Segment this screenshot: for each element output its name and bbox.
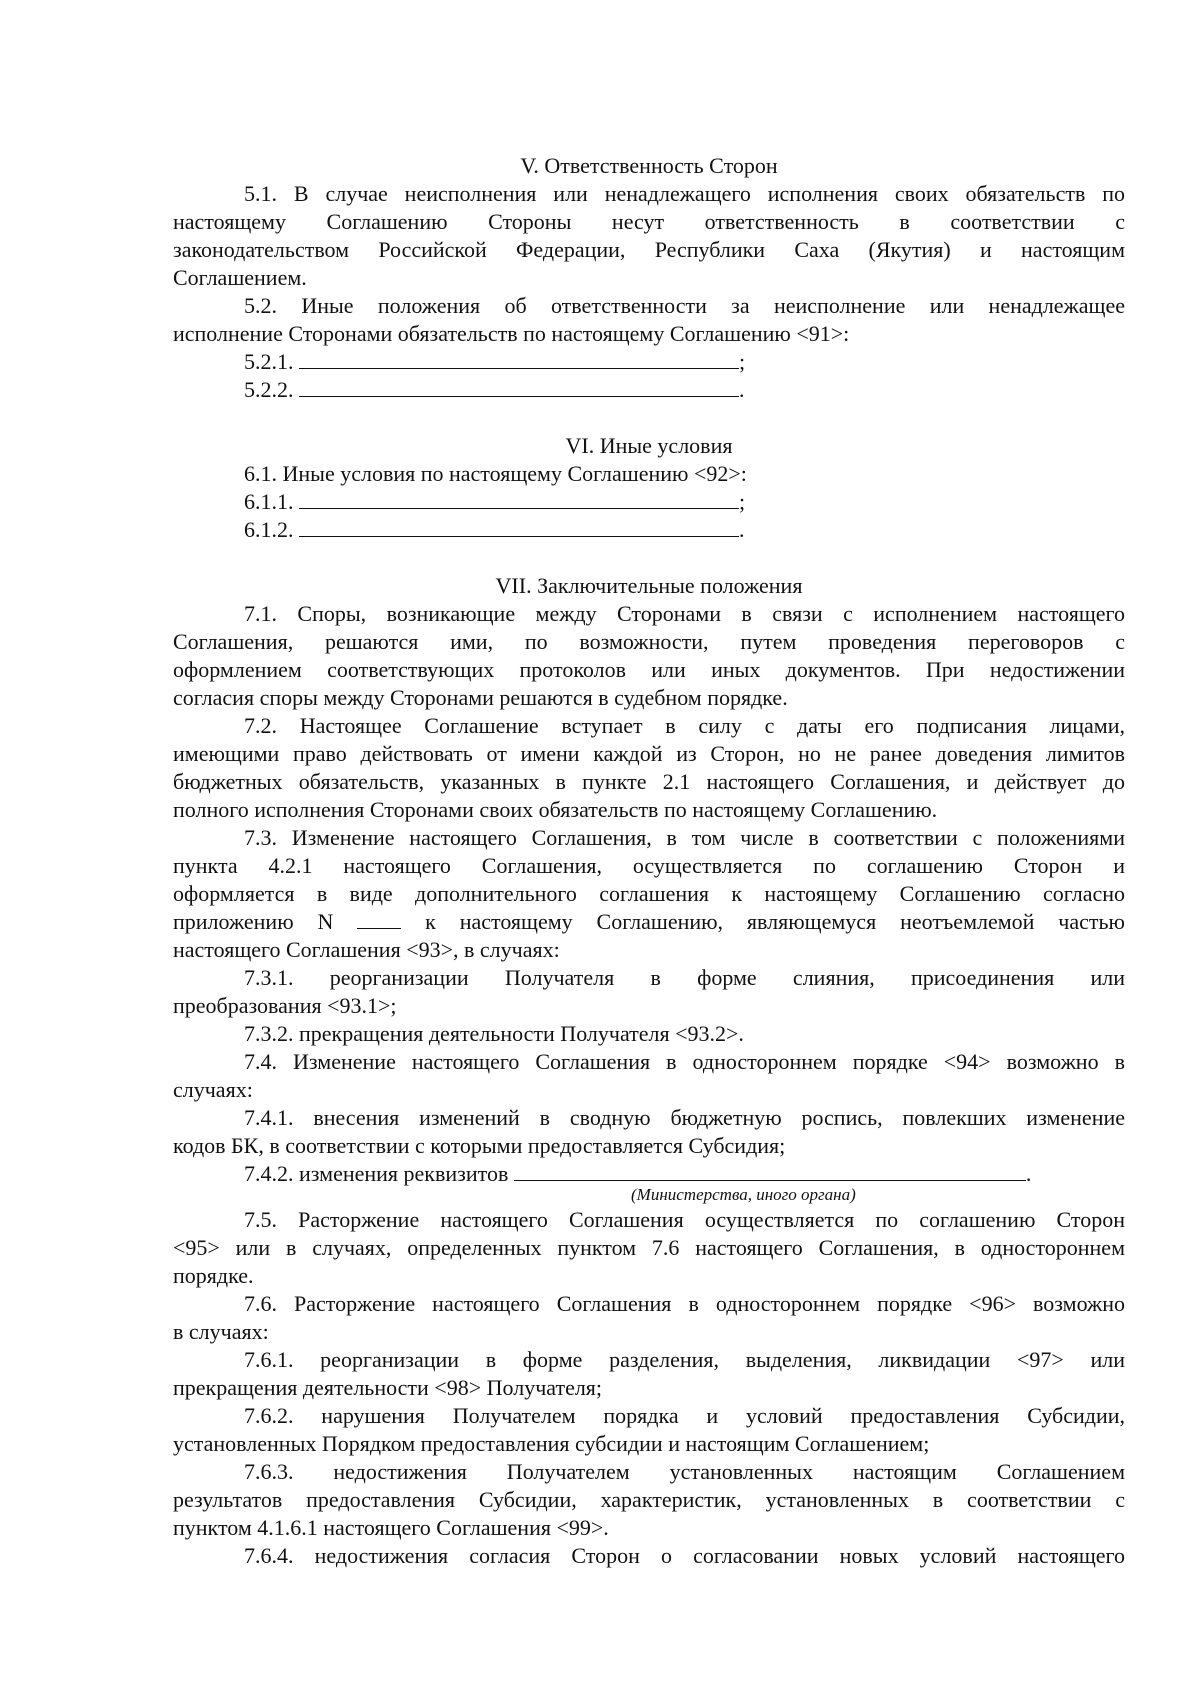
item-5-2-1	[173, 348, 1125, 376]
paragraph-7-5-line: <95> или в случаях, определенных пунктом 7.6 настоящего Соглашения, в одностороннем	[173, 1235, 1125, 1260]
item-number: 6.1.2.	[244, 517, 294, 542]
paragraph-7-4-1-line: кодов БК, в соответствии с которыми предоставляется Субсидия;	[173, 1133, 786, 1158]
paragraph-7-1-line: 7.1. Споры, возникающие между Сторонами в связи с исполнением настоящего	[244, 601, 1125, 626]
appendix-number-blank	[357, 908, 401, 929]
item-number: 6.1.1.	[244, 489, 294, 514]
paragraph-7-6-1-line: прекращения деятельности <98> Получателя;	[173, 1375, 603, 1400]
paragraph-7-3-line	[173, 908, 1125, 936]
paragraph-7-2-line: имеющими право действовать от имени каждой из Сторон, но не ранее доведения лимитов	[173, 741, 1125, 766]
ministry-caption: (Министерства, иного органа)	[631, 1185, 856, 1204]
paragraph-7-6-3-line: 7.6.3. недостижения Получателем установленных настоящим Соглашением	[244, 1459, 1125, 1484]
fill-in-blank	[299, 488, 739, 509]
paragraph-7-4-line: случаях:	[173, 1077, 253, 1102]
paragraph-7-5-line: 7.5. Расторжение настоящего Соглашения осуществляется по соглашению Сторон	[244, 1207, 1125, 1232]
paragraph-7-6-line: 7.6. Расторжение настоящего Соглашения в одностороннем порядке <96> возможно	[244, 1291, 1125, 1316]
paragraph-7-2-line: полного исполнения Сторонами своих обязательств по настоящему Соглашению.	[173, 797, 938, 822]
paragraph-7-4-line: 7.4. Изменение настоящего Соглашения в одностороннем порядке <94> возможно в	[244, 1049, 1125, 1074]
paragraph-7-1-line: Соглашения, решаются ими, по возможности, путем проведения переговоров с	[173, 629, 1125, 654]
item-end-punct: .	[739, 517, 745, 542]
paragraph-7-6-line: в случаях:	[173, 1319, 269, 1344]
ministry-blank	[514, 1160, 1026, 1181]
paragraph-7-1-line: согласия споры между Сторонами решаются в судебном порядке.	[173, 685, 788, 710]
paragraph-7-3-line: оформляется в виде дополнительного соглашения к настоящему Соглашению согласно	[173, 881, 1125, 906]
document-body	[173, 152, 1125, 1570]
paragraph-5-1-line: настоящему Соглашению Стороны несут ответственность в соответствии с	[173, 209, 1125, 234]
paragraph-5-1-line: законодательством Российской Федерации, Республики Саха (Якутия) и настоящим	[173, 237, 1125, 262]
paragraph-5-1-line: 5.1. В случае неисполнения или ненадлежащего исполнения своих обязательств по	[244, 181, 1125, 206]
fill-in-blank	[299, 376, 739, 397]
paragraph-7-6-3-line: пунктом 4.1.6.1 настоящего Соглашения <99>.	[173, 1515, 609, 1540]
paragraph-7-4-2-text: 7.4.2. изменения реквизитов	[244, 1161, 509, 1186]
fill-in-blank	[299, 348, 739, 369]
paragraph-7-3-line: 7.3. Изменение настоящего Соглашения, в том числе в соответствии с положениями	[244, 825, 1125, 850]
item-6-1-1	[173, 488, 1125, 516]
paragraph-7-3-1-line: 7.3.1. реорганизации Получателя в форме слияния, присоединения или	[244, 965, 1125, 990]
appendix-suffix: к настоящему Соглашению, являющемуся неотъемлемой частью	[425, 909, 1125, 934]
paragraph-7-6-4-line: 7.6.4. недостижения согласия Сторон о согласовании новых условий настоящего	[244, 1543, 1125, 1568]
fill-in-blank	[299, 516, 739, 537]
paragraph-5-2-line: 5.2. Иные положения об ответственности за неисполнение или ненадлежащее	[244, 293, 1125, 318]
item-6-1-2	[173, 516, 1125, 544]
section-vi-heading: VI. Иные условия	[565, 433, 733, 458]
item-end-punct: .	[739, 377, 745, 402]
paragraph-5-1-line: Соглашением.	[173, 265, 307, 290]
paragraph-7-5-line: порядке.	[173, 1263, 254, 1288]
paragraph-7-3-line: пункта 4.2.1 настоящего Соглашения, осуществляется по соглашению Сторон и	[173, 853, 1125, 878]
item-end-punct: ;	[739, 489, 746, 514]
item-end-punct: ;	[739, 349, 746, 374]
paragraph-6-1: 6.1. Иные условия по настоящему Соглашению <92>:	[244, 461, 747, 486]
section-v-heading: V. Ответственность Сторон	[520, 153, 778, 178]
spacer	[173, 544, 1125, 572]
item-number: 5.2.2.	[244, 377, 294, 402]
paragraph-7-6-1-line: 7.6.1. реорганизации в форме разделения, выделения, ликвидации <97> или	[244, 1347, 1125, 1372]
item-end-punct: .	[1025, 1161, 1032, 1186]
paragraph-7-2-line: бюджетных обязательств, указанных в пункте 2.1 настоящего Соглашения, и действует до	[173, 769, 1125, 794]
paragraph-7-6-3-line: результатов предоставления Субсидии, характеристик, установленных в соответствии с	[173, 1487, 1125, 1512]
item-number: 5.2.1.	[244, 349, 294, 374]
paragraph-5-2-line: исполнение Сторонами обязательств по настоящему Соглашению <91>:	[173, 321, 850, 346]
paragraph-7-3-line: настоящего Соглашения <93>, в случаях:	[173, 937, 560, 962]
section-vii-heading: VII. Заключительные положения	[495, 573, 803, 598]
paragraph-7-6-2-line: установленных Порядком предоставления субсидии и настоящим Соглашением;	[173, 1431, 930, 1456]
paragraph-7-3-1-line: преобразования <93.1>;	[173, 993, 397, 1018]
spacer	[173, 404, 1125, 432]
item-5-2-2	[173, 376, 1125, 404]
paragraph-7-2-line: 7.2. Настоящее Соглашение вступает в силу с даты его подписания лицами,	[244, 713, 1125, 738]
appendix-prefix: приложению N	[173, 909, 334, 934]
paragraph-7-4-1-line: 7.4.1. внесения изменений в сводную бюджетную роспись, повлекших изменение	[244, 1105, 1125, 1130]
paragraph-7-3-2: 7.3.2. прекращения деятельности Получателя <93.2>.	[244, 1021, 744, 1046]
paragraph-7-6-2-line: 7.6.2. нарушения Получателем порядка и условий предоставления Субсидии,	[244, 1403, 1125, 1428]
paragraph-7-1-line: оформлением соответствующих протоколов или иных документов. При недостижении	[173, 657, 1125, 682]
